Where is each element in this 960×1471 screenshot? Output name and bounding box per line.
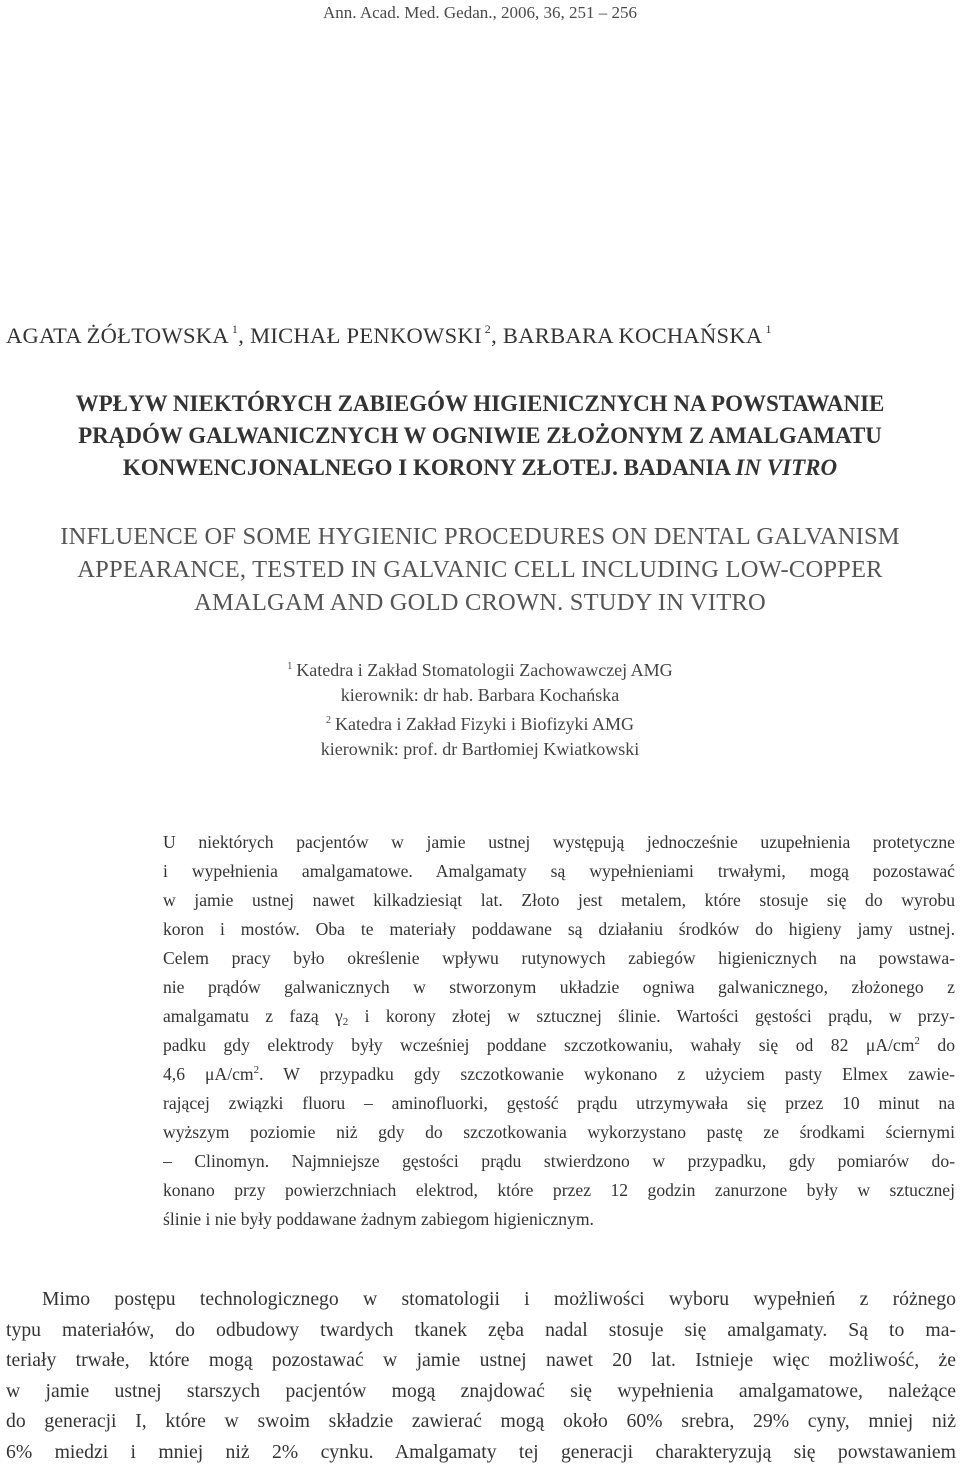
- affiliation-2: [0, 708, 960, 737]
- title-polish: [0, 388, 960, 484]
- author-name: BARBARA KOCHAŃSKA: [502, 323, 763, 348]
- affiliation-name: Katedra i Zakład Stomatologii Zachowawczej AMG: [296, 660, 673, 680]
- affiliation-head: kierownik: prof. dr Bartłomiej Kwiatkowski: [320, 739, 640, 759]
- body-line: Mimo postępu technologicznego w stomatologii i możliwości wyboru wypełnień z różnego: [42, 1288, 956, 1310]
- abstract-text: padku gdy elektrody były wcześniej poddane szczotkowaniu, wahały się od 82 μA/cm: [163, 1035, 915, 1055]
- title-polish-line: [0, 452, 960, 484]
- abstract-line: konano przy powierzchniach elektrod, które przez 12 godzin zanurzone były w sztucznej: [163, 1180, 955, 1200]
- abstract-line: rającej związki fluoru – aminofluorki, gęstość prądu utrzymywała się przez 10 minut na: [163, 1093, 955, 1113]
- author-separator: ,: [491, 323, 503, 348]
- superscript: 2: [914, 1035, 920, 1047]
- title-polish-text: KONWENCJONALNEGO I KORONY ZŁOTEJ. BADANIA: [122, 455, 736, 480]
- title-english-line: APPEARANCE, TESTED IN GALVANIC CELL INCLUDING LOW-COPPER: [77, 556, 883, 583]
- body-line: do generacji I, które w swoim składzie zawierać mogą około 60% srebra, 29% cyny, mniej niż: [6, 1410, 956, 1432]
- author-list: [6, 322, 772, 349]
- body-line: w jamie ustnej starszych pacjentów mogą znajdować się wypełnienia amalgamatowe, należące: [6, 1379, 956, 1402]
- abstract-line: [163, 1031, 955, 1060]
- abstract-line: [163, 1060, 955, 1089]
- author-affiliation-mark: 1: [231, 322, 239, 336]
- subscript: 2: [342, 1016, 349, 1028]
- abstract-line: – Clinomyn. Najmniejsze gęstości prądu stwierdzono w przypadku, gdy pomiarów do-: [163, 1151, 955, 1171]
- affiliation-head: kierownik: dr hab. Barbara Kochańska: [340, 685, 620, 705]
- body-line: typu materiałów, do odbudowy twardych tkanek zęba nadal stosuje się amalgamaty. Są to ma-: [6, 1318, 956, 1341]
- abstract-text: i korony złotej w sztucznej ślinie. Wartości gęstości prądu, w przy-: [348, 1006, 955, 1026]
- abstract-line: w jamie ustnej nawet kilkadziesiąt lat. Złoto jest metalem, które stosuje się do wyrobu: [163, 890, 955, 910]
- abstract: [163, 828, 955, 1234]
- abstract-line: i wypełnienia amalgamatowe. Amalgamaty są wypełnieniami trwałymi, mogą pozostawać: [163, 861, 955, 881]
- affiliation-1: [0, 654, 960, 683]
- abstract-text: do: [919, 1035, 955, 1055]
- abstract-line: Celem pracy było określenie wpływu rutynowych zabiegów higienicznych na powstawa-: [163, 948, 955, 968]
- abstract-line: ślinie i nie były poddawane żadnym zabiegom higienicznym.: [163, 1209, 594, 1229]
- abstract-line: U niektórych pacjentów w jamie ustnej występują jednocześnie uzupełnienia protetyczne: [163, 832, 955, 852]
- title-english-line: INFLUENCE OF SOME HYGIENIC PROCEDURES ON DENTAL GALVANISM: [60, 523, 900, 550]
- title-polish-line: WPŁYW NIEKTÓRYCH ZABIEGÓW HIGIENICZNYCH NA POWSTAWANIE: [75, 391, 885, 416]
- title-polish-line: PRĄDÓW GALWANICZNYCH W OGNIWIE ZŁOŻONYM Z AMALGAMATU: [78, 423, 882, 448]
- author-affiliation-mark: 1: [765, 322, 772, 336]
- abstract-text: . W przypadku gdy szczotkowanie wykonano z użyciem pasty Elmex zawie-: [259, 1064, 955, 1084]
- affiliation-number: 1: [287, 661, 293, 672]
- abstract-line: koron i mostów. Oba te materiały poddawane są działaniu środków do higieny jamy ustnej.: [163, 919, 955, 939]
- title-polish-italic: IN VITRO: [735, 455, 838, 480]
- affiliation-number: 2: [326, 715, 332, 726]
- abstract-line: wyższym poziomie niż gdy do szczotkowania wykorzystano pastę ze środkami ściernymi: [163, 1122, 955, 1142]
- running-head: Ann. Acad. Med. Gedan., 2006, 36, 251 – 256: [323, 3, 637, 22]
- abstract-text: amalgamatu z fazą γ: [163, 1006, 343, 1026]
- body-line: 6% miedzi i mniej niż 2% cynku. Amalgamaty tej generacji charakteryzują się powstawaniem: [6, 1440, 956, 1463]
- author-separator: ,: [238, 323, 251, 348]
- author-name: MICHAŁ PENKOWSKI: [250, 323, 482, 348]
- author-name: AGATA ŻÓŁTOWSKA: [6, 323, 229, 348]
- body-line: teriały trwałe, które mogą pozostawać w jamie ustnej nawet 20 lat. Istnieje więc możliwość, że: [6, 1349, 956, 1371]
- affiliations: [0, 654, 960, 762]
- superscript: 2: [253, 1064, 260, 1076]
- title-english: [0, 520, 960, 619]
- abstract-text: 4,6 μA/cm: [163, 1064, 254, 1084]
- abstract-line: nie prądów galwanicznych w stworzonym układzie ogniwa galwanicznego, złożonego z: [163, 977, 955, 997]
- abstract-line: [163, 1002, 955, 1031]
- affiliation-name: Katedra i Zakład Fizyki i Biofizyki AMG: [335, 714, 634, 734]
- author-affiliation-mark: 2: [484, 322, 492, 336]
- title-english-line: AMALGAM AND GOLD CROWN. STUDY IN VITRO: [194, 589, 766, 616]
- body-text: [6, 1284, 956, 1467]
